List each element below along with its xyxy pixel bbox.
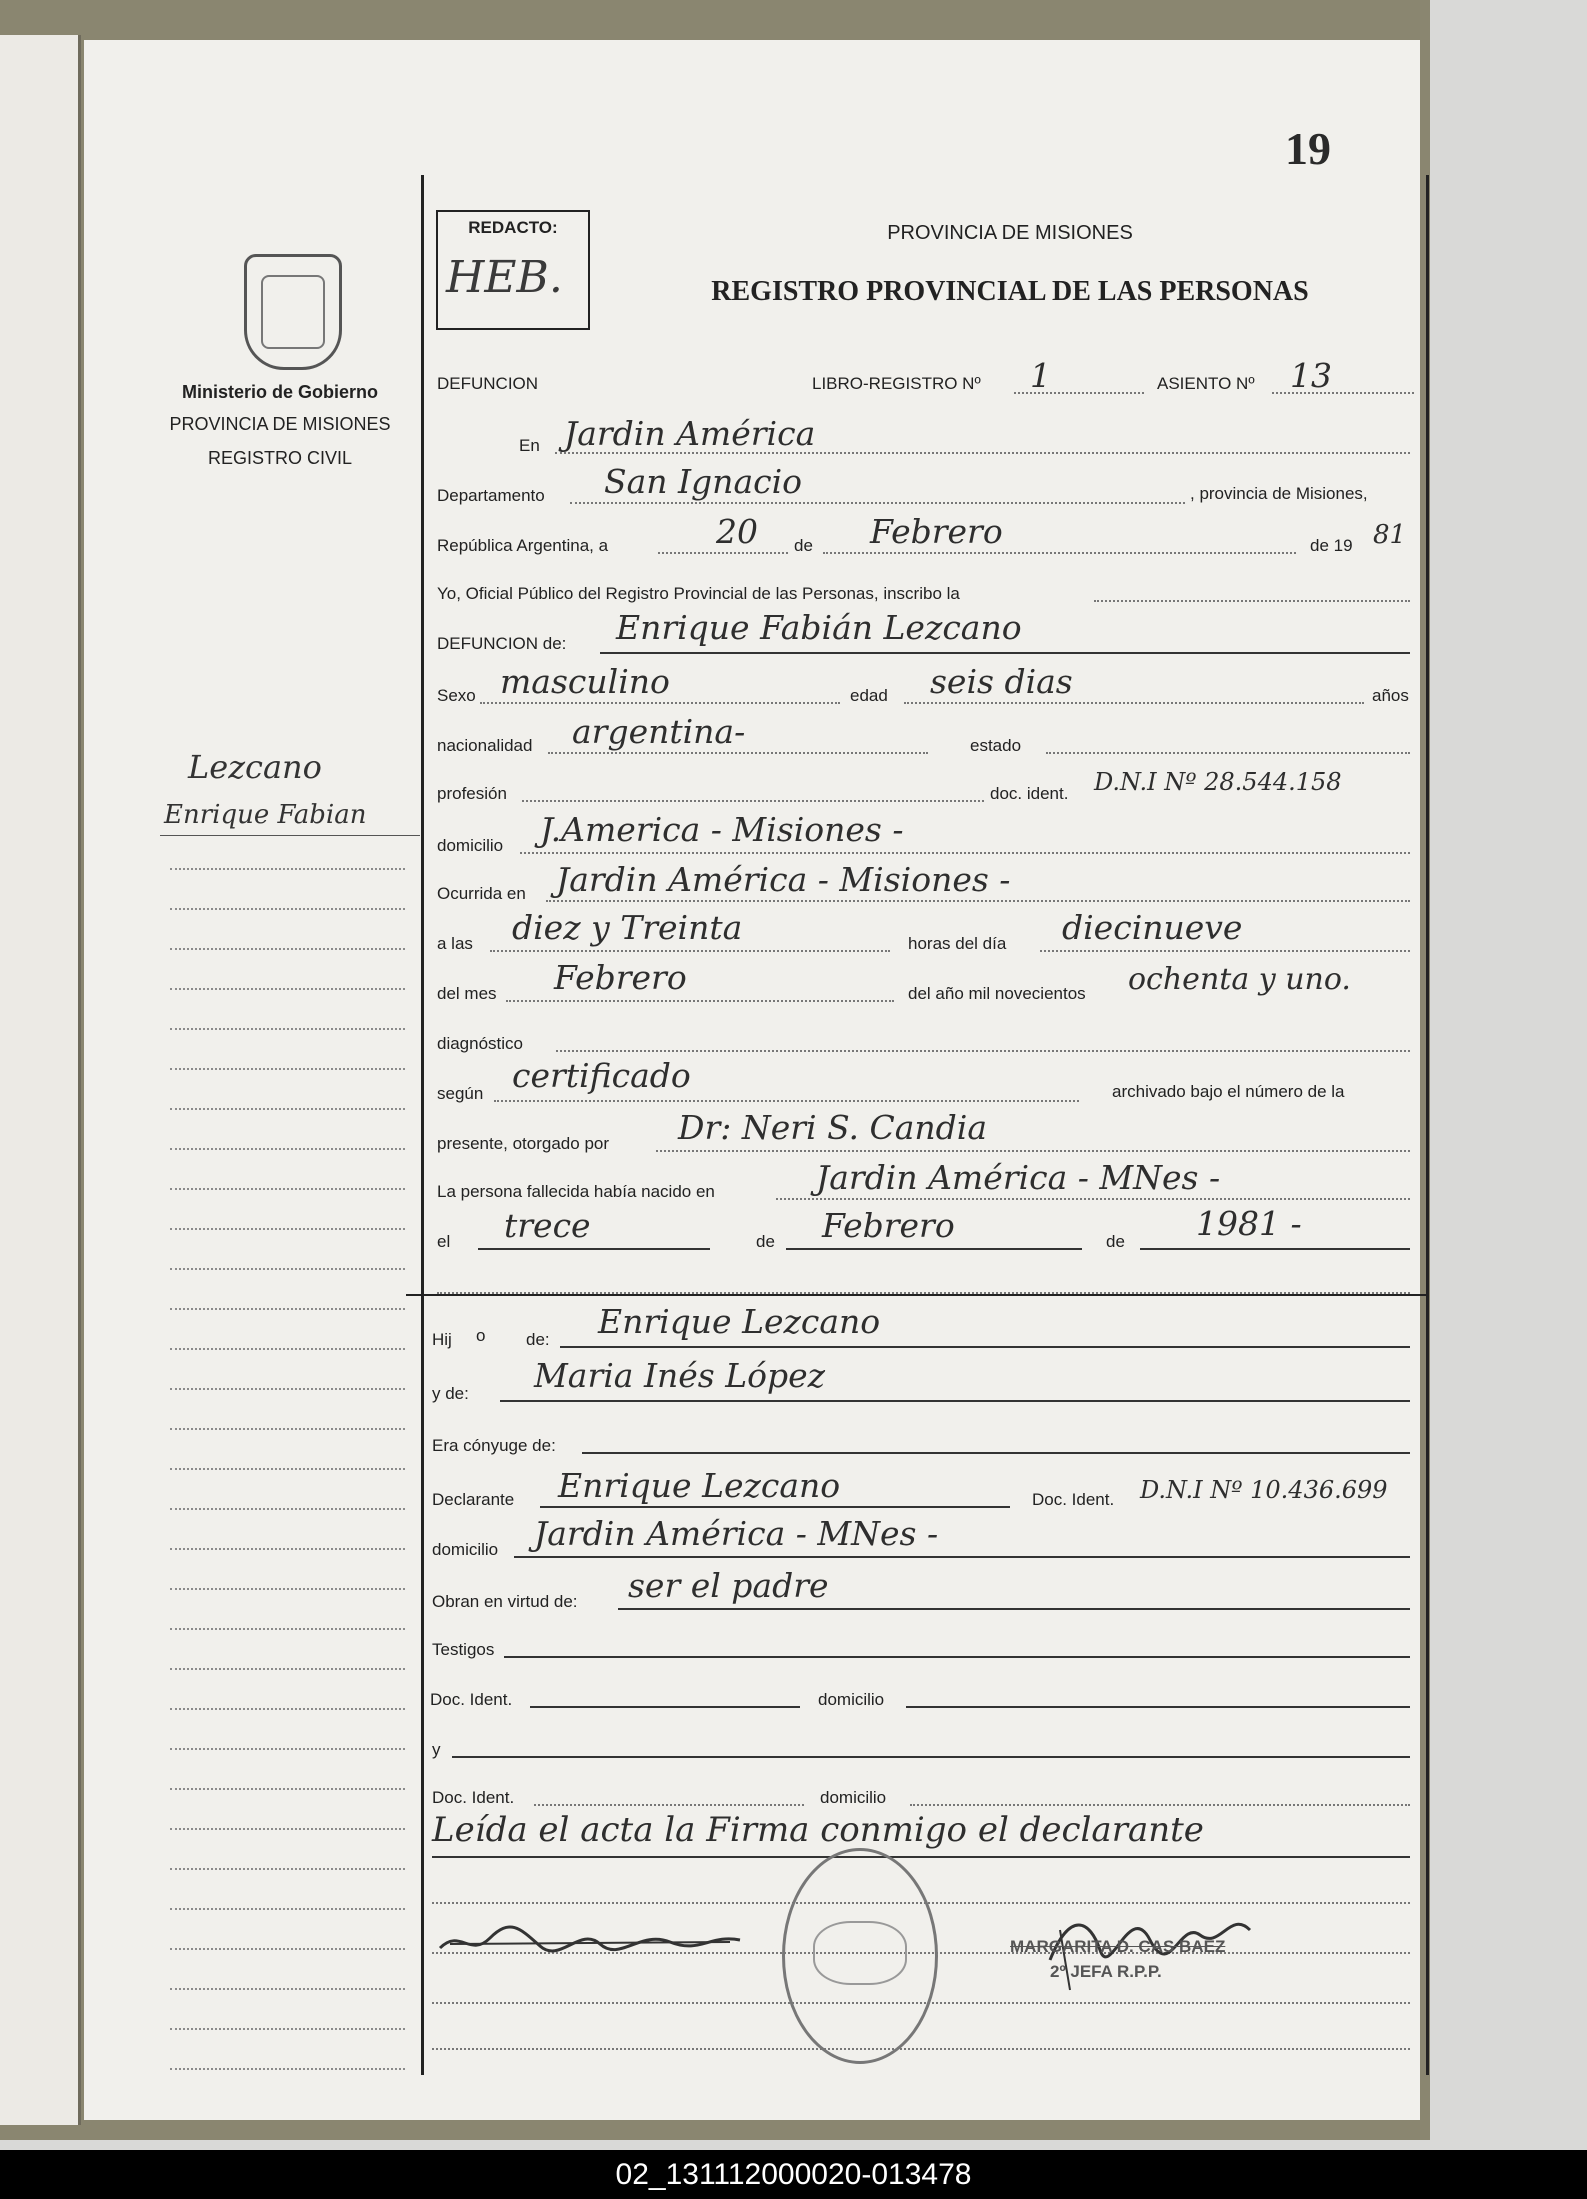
- seal-emblem: [261, 275, 325, 349]
- nacido-line: [776, 1198, 1410, 1200]
- declarante-value: Enrique Lezcano: [558, 1466, 841, 1505]
- de3-label: de: [1106, 1232, 1125, 1251]
- horas-label: horas del día: [908, 934, 1007, 953]
- margin-line: [170, 1548, 405, 1550]
- domi2-label: domicilio: [820, 1788, 887, 1807]
- letterhead-civil: REGISTRO CIVIL: [207, 448, 353, 468]
- letterhead-province: PROVINCIA DE MISIONES: [169, 414, 391, 434]
- margin-line: [170, 1148, 405, 1150]
- asiento-label: ASIENTO Nº: [1157, 374, 1255, 393]
- margin-rule: [421, 175, 424, 2075]
- margin-line: [170, 1028, 405, 1030]
- asiento-value: 13: [1290, 356, 1332, 395]
- dom2-label: domicilio: [432, 1540, 499, 1559]
- testigos-line: [504, 1656, 1410, 1658]
- delano-value: ochenta y uno.: [1128, 962, 1351, 997]
- yo-line: [1094, 600, 1410, 602]
- nac-label: nacionalidad: [437, 736, 533, 755]
- nac-line: [548, 752, 928, 754]
- header-registry: REGISTRO PROVINCIAL DE LAS PERSONAS: [711, 276, 1309, 307]
- depto-label: Departamento: [437, 486, 545, 505]
- en-value: Jardin América: [564, 414, 816, 453]
- margin-line: [170, 1388, 405, 1390]
- anos-label: años: [1372, 686, 1409, 705]
- doci1-label: Doc. Ident.: [430, 1690, 513, 1709]
- rep-label: República Argentina, a: [437, 536, 609, 555]
- province-label: , provincia de Misiones,: [1190, 484, 1368, 503]
- margin-line: [170, 1228, 405, 1230]
- delmes-value: Febrero: [554, 958, 687, 997]
- libro-label: LIBRO-REGISTRO Nº: [812, 374, 981, 393]
- segun-line: [494, 1100, 1079, 1102]
- day-line: [658, 552, 788, 554]
- yo-text: Yo, Oficial Público del Registro Provincial de las Personas, inscribo la: [437, 584, 960, 603]
- ocurrida-value: Jardin América - Misiones -: [556, 860, 1011, 899]
- margin-line: [170, 1428, 405, 1430]
- domi1-line: [906, 1706, 1410, 1708]
- conyuge-line: [582, 1452, 1410, 1454]
- margin-line: [170, 1708, 405, 1710]
- obran-label: Obran en virtud de:: [432, 1592, 578, 1611]
- hij-line: [560, 1346, 1410, 1348]
- docid-label: Doc. Ident.: [1032, 1490, 1115, 1509]
- day-value: 20: [716, 512, 758, 551]
- margin-line: [170, 1348, 405, 1350]
- mes2-line: [786, 1248, 1082, 1250]
- margin-line: [170, 908, 405, 910]
- edad-line: [904, 702, 1364, 704]
- nacido-label: La persona fallecida había nacido en: [437, 1182, 715, 1201]
- archivado-label: archivado bajo el número de la: [1112, 1082, 1345, 1101]
- stamp-emblem: [813, 1921, 907, 1985]
- margin-line: [170, 1628, 405, 1630]
- official-name: MARGARITA D. CAS BAEZ: [1010, 1937, 1226, 1956]
- left-page-edge: [0, 35, 81, 2125]
- image-id-footer: 02_131112000020-013478: [0, 2150, 1587, 2199]
- margin-line: [170, 1068, 405, 1070]
- sexo-value: masculino: [500, 662, 670, 701]
- horas-value: diecinueve: [1062, 908, 1243, 947]
- prof-label: profesión: [437, 784, 507, 803]
- estado-label: estado: [970, 736, 1022, 755]
- el-line: [478, 1248, 710, 1250]
- margin-line: [170, 1948, 405, 1950]
- domi2-line: [910, 1804, 1410, 1806]
- nac-value: argentina-: [572, 712, 746, 751]
- doc-label: doc. ident.: [990, 784, 1069, 803]
- edad-label: edad: [850, 686, 888, 705]
- depto-line: [570, 502, 1185, 504]
- hijde-label: de:: [526, 1330, 550, 1349]
- sexo-line: [480, 702, 840, 704]
- presente-value: Dr: Neri S. Candia: [678, 1108, 988, 1147]
- hij-label: Hij: [432, 1330, 452, 1349]
- prof-line: [522, 800, 984, 802]
- y-line: [452, 1756, 1410, 1758]
- margin-line: [170, 1308, 405, 1310]
- margin-names: Enrique Fabian: [164, 800, 367, 830]
- de2-label: de: [756, 1232, 775, 1251]
- margin-line: [170, 2068, 405, 2070]
- margin-line: [170, 1828, 405, 1830]
- libro-value: 1: [1030, 356, 1051, 395]
- month-value: Febrero: [870, 512, 1003, 551]
- margin-line: [170, 1588, 405, 1590]
- redacto-box: [436, 210, 590, 330]
- y-label: y: [432, 1740, 441, 1759]
- margin-line: [170, 1868, 405, 1870]
- docid-value: D.N.I Nº 10.436.699: [1140, 1476, 1388, 1504]
- testigos-label: Testigos: [432, 1640, 495, 1659]
- def-label: DEFUNCION de:: [437, 634, 567, 653]
- margin-line: [170, 1108, 405, 1110]
- official-title: 2º JEFA R.P.P.: [1050, 1962, 1162, 1981]
- obran-line: [618, 1608, 1410, 1610]
- page-number: 19: [1285, 123, 1331, 174]
- month-line: [823, 552, 1296, 554]
- diag-line: [556, 1050, 1410, 1052]
- alas-label: a las: [437, 934, 473, 953]
- declarante-line: [540, 1506, 1010, 1508]
- margin-line: [170, 1788, 405, 1790]
- sexo-label: Sexo: [437, 686, 476, 705]
- redacto-label: REDACTO:: [468, 218, 558, 237]
- dom2-value: Jardin América - MNes -: [534, 1514, 939, 1553]
- nacido-value: Jardin América - MNes -: [816, 1158, 1221, 1197]
- year2-line: [1140, 1248, 1410, 1250]
- margin-line: [170, 948, 405, 950]
- margin-underline: [160, 835, 420, 836]
- right-rule: [1426, 175, 1429, 2075]
- doci1-line: [530, 1706, 800, 1708]
- yde-value: Maria Inés López: [534, 1356, 826, 1395]
- margin-line: [170, 868, 405, 870]
- doci2-line: [534, 1804, 804, 1806]
- hij-o: o: [476, 1326, 486, 1345]
- delmes-line: [506, 1000, 894, 1002]
- de-label: de: [794, 536, 813, 555]
- segun-label: según: [437, 1084, 484, 1103]
- margin-line: [170, 2028, 405, 2030]
- margin-line: [170, 1268, 405, 1270]
- year2-value: 1981 -: [1196, 1204, 1302, 1243]
- declarante-label: Declarante: [432, 1490, 515, 1509]
- ocurrida-label: Ocurrida en: [437, 884, 526, 903]
- closing-line: [432, 1856, 1410, 1858]
- margin-line: [170, 1508, 405, 1510]
- dom-value: J.America - Misiones -: [540, 810, 904, 849]
- delano-label: del año mil novecientos: [908, 984, 1086, 1003]
- horas-line: [1040, 950, 1410, 952]
- margin-line: [170, 1748, 405, 1750]
- hij-value: Enrique Lezcano: [598, 1302, 881, 1341]
- margin-line: [170, 988, 405, 990]
- coat-of-arms-seal: [244, 254, 342, 370]
- el-label: el: [437, 1232, 451, 1251]
- alas-value: diez y Treinta: [512, 908, 743, 947]
- conyuge-label: Era cónyuge de:: [432, 1436, 556, 1455]
- segun-value: certificado: [512, 1056, 691, 1095]
- yde-label: y de:: [432, 1384, 469, 1403]
- margin-line: [170, 1468, 405, 1470]
- delmes-label: del mes: [437, 984, 497, 1003]
- year-value: 81: [1373, 520, 1407, 550]
- def-line: [600, 652, 1410, 654]
- header-province: PROVINCIA DE MISIONES: [887, 222, 1133, 244]
- declarant-signature: [430, 1908, 750, 1968]
- domi1-label: domicilio: [818, 1690, 885, 1709]
- doci2-label: Doc. Ident.: [432, 1788, 515, 1807]
- margin-line: [170, 1988, 405, 1990]
- ocurrida-line: [546, 900, 1410, 902]
- dom2-line: [514, 1556, 1410, 1558]
- presente-label: presente, otorgado por: [437, 1134, 610, 1153]
- def-value: Enrique Fabián Lezcano: [616, 608, 1022, 647]
- presente-line: [656, 1150, 1410, 1152]
- edad-value: seis dias: [930, 662, 1073, 701]
- margin-surname: Lezcano: [188, 748, 322, 786]
- margin-line: [170, 1668, 405, 1670]
- doc-value: D.N.I Nº 28.544.158: [1094, 768, 1342, 796]
- closing-statement: Leída el acta la Firma conmigo el declarante: [432, 1810, 1204, 1850]
- alas-line: [490, 950, 890, 952]
- yde-line: [500, 1400, 1410, 1402]
- depto-value: San Ignacio: [604, 462, 803, 501]
- margin-line: [170, 1188, 405, 1190]
- registry-stamp: [782, 1848, 938, 2064]
- letterhead-ministry: Ministerio de Gobierno: [181, 382, 378, 402]
- dom-line: [520, 852, 1410, 854]
- estado-line: [1046, 752, 1410, 754]
- diag-label: diagnóstico: [437, 1034, 524, 1053]
- en-line: [555, 452, 1410, 454]
- blank-line: [432, 2048, 1410, 2050]
- section-divider: [406, 1294, 1426, 1296]
- obran-value: ser el padre: [628, 1566, 829, 1605]
- dom-label: domicilio: [437, 836, 504, 855]
- redacto-value: HEB.: [446, 252, 563, 303]
- form-type: DEFUNCION: [437, 374, 539, 393]
- en-label: En: [519, 436, 540, 455]
- el-value: trece: [504, 1206, 591, 1245]
- margin-line: [170, 1908, 405, 1910]
- mes2-value: Febrero: [822, 1206, 955, 1245]
- de19-label: de 19: [1310, 536, 1353, 555]
